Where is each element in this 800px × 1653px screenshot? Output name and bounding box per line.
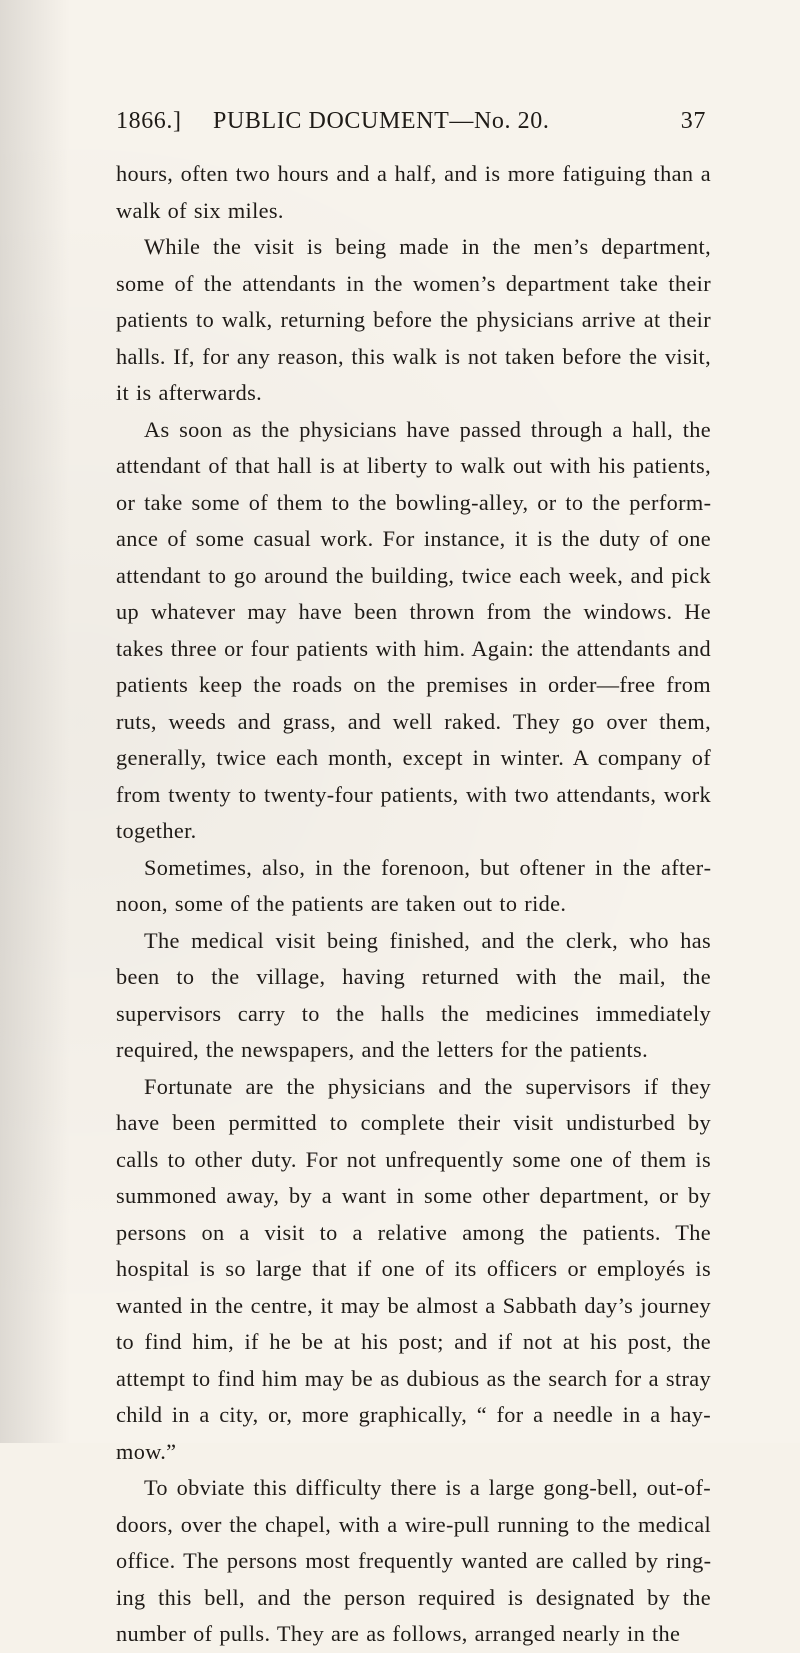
paragraph: The medical visit being finished, and the clerk, who has been to the village, having returned with the mail, the supervisors carry to the halls the medicines immediately required, the newspapers, and the letters for the patients. [116,927,711,1062]
header-title: PUBLIC DOCUMENT—No. 20. [213,108,550,134]
running-header [116,108,706,138]
paragraph: hours, often two hours and a half, and is more fatiguing than a walk of six miles. [116,161,711,223]
paragraph: While the visit is being made in the men’s department, some of the attendants in the women’s department take their patients to walk, returning before the physicians arrive at their halls. If, for any reason, this walk is not taken before the visit, it is afterwards. [116,234,711,405]
paragraph: Fortunate are the physicians and the supervisors if they have been permitted to complete their visit undisturbed by calls to other duty. For not unfrequently some one of them is summoned away, by a want in some other department, or by persons on a visit to a relative among the patients. The hospital is so large that if one of its officers or employés is wanted in the centre, it may be almost a Sabbath day’s journey to find him, if he be at his post; and if not at his post, the attempt to find him may be as dubious as the search for a stray child in a city, or, more graphically, “ for a needle in a hay-mow.” [116,1073,711,1464]
page-number: 37 [680,108,706,134]
paragraph: To obviate this difficulty there is a large gong-bell, out-of-doors, over the chapel, with a wire-pull running to the medical office. The persons most frequently wanted are called by ringing this bell, and the person required is designated by the number of pulls. They are as follows, arranged nearly in the [116,1475,711,1646]
header-year: 1866.] [116,108,182,134]
page-gutter-shadow [0,0,70,1443]
body-text [116,156,711,1653]
paragraph: Sometimes, also, in the forenoon, but oftener in the afternoon, some of the patients are taken out to ride. [116,854,711,916]
paragraph: As soon as the physicians have passed through a hall, the attendant of that hall is at liberty to walk out with his patients, or take some of them to the bowling-alley, or to the performance of some casual work. For instance, it is the duty of one attendant to go around the building, twice each week, and pick up whatever may have been thrown from the windows. He takes three or four patients with him. Again: the attendants and patients keep the roads on the premises in order—free from ruts, weeds and grass, and well raked. They go over them, generally, twice each month, except in winter. A company of from twenty to twenty-four patients, with two attendants, work together. [116,416,711,843]
